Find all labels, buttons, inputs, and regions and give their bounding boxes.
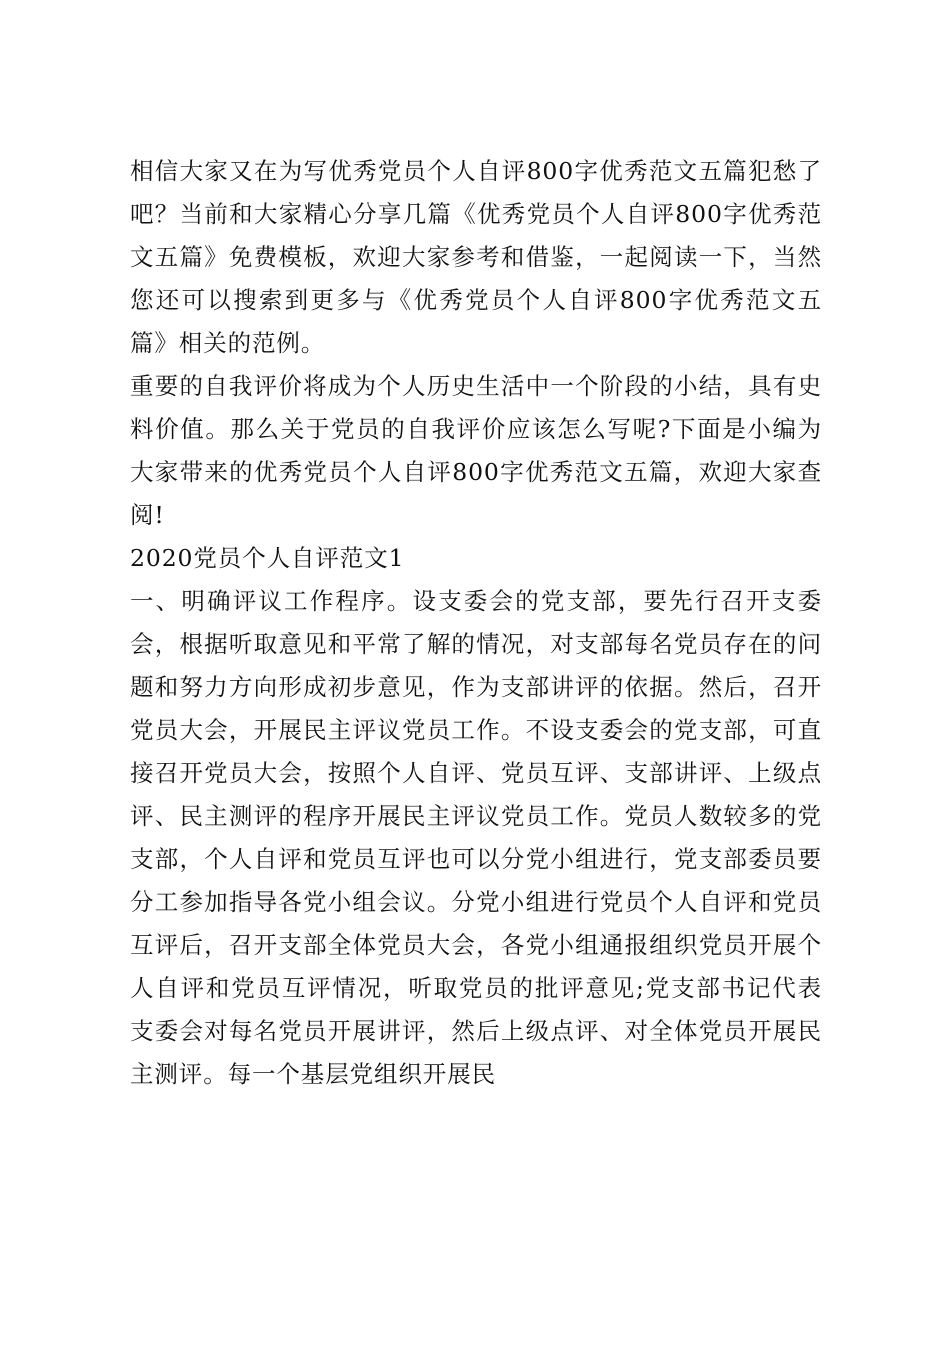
document-body bbox=[130, 150, 822, 1096]
body-paragraph: 一、明确评议工作程序。设支委会的党支部，要先行召开支委会，根据听取意见和平常了解的情况，对支部每名党员存在的问题和努力方向形成初步意见，作为支部讲评的依据。然后，召开党员大会，开展民主评议党员工作。不设支委会的党支部，可直接召开党员大会，按照个人自评、党员互评、支部讲评、上级点评、民主测评的程序开展民主评议党员工作。党员人数较多的党支部，个人自评和党员互评也可以分党小组进行，党支部委员要分工参加指导各党小组会议。分党小组进行党员个人自评和党员互评后，召开支部全体党员大会，各党小组通报组织党员开展个人自评和党员互评情况，听取党员的批评意见;党支部书记代表支委会对每名党员开展讲评，然后上级点评、对全体党员开展民主测评。每一个基层党组织开展民 bbox=[130, 587, 822, 1088]
intro-paragraph: 相信大家又在为写优秀党员个人自评800字优秀范文五篇犯愁了吧？当前和大家精心分享几篇《优秀党员个人自评800字优秀范文五篇》免费模板，欢迎大家参考和借鉴，一起阅读一下，当然您还可以搜索到更多与《优秀党员个人自评800字优秀范文五篇》相关的范例。 bbox=[130, 157, 822, 357]
second-paragraph: 重要的自我评价将成为个人历史生活中一个阶段的小结，具有史料价值。那么关于党员的自我评价应该怎么写呢?下面是小编为大家带来的优秀党员个人自评800字优秀范文五篇，欢迎大家查阅! bbox=[130, 372, 822, 529]
section-heading: 2020党员个人自评范文1 bbox=[130, 544, 405, 572]
